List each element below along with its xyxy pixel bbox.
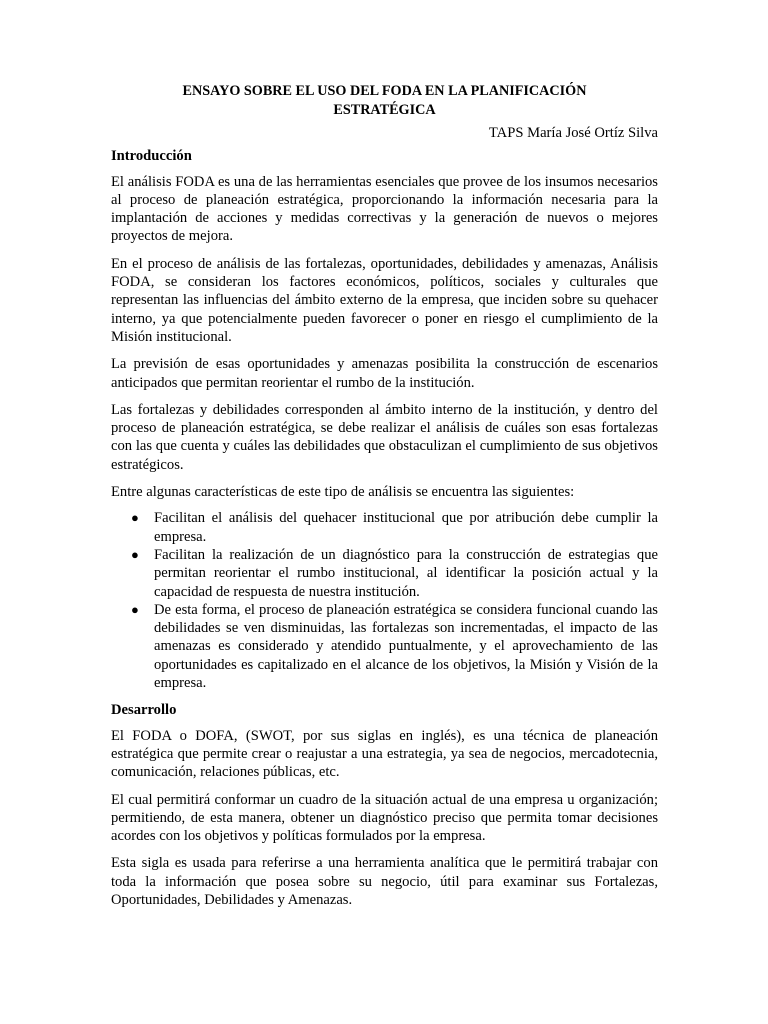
intro-paragraph-3: La previsión de esas oportunidades y amenazas posibilita la construcción de escenarios anticipados que permitan reorientar el rumbo de la institución. — [111, 356, 658, 391]
bullet-icon: ● — [131, 546, 139, 562]
development-paragraph-2: El cual permitirá conformar un cuadro de la situación actual de una empresa u organización; permitiendo, de esta manera, obtener un diagnóstico preciso que permita tomar decisiones acordes con los objetivos y políticas formulados por la empresa. — [111, 791, 658, 845]
development-paragraph-3: Esta sigla es usada para referirse a una herramienta analítica que le permitirá trabajar con toda la información que posea sobre su negocio, útil para examinar sus Fortalezas, Oportunidades, Debilidades y Amenazas. — [111, 855, 658, 908]
intro-paragraph-2: En el proceso de análisis de las fortalezas, oportunidades, debilidades y amenazas, Análisis FODA, se consideran los factores económicos, políticos, sociales y culturales que representan las influencias del ámbito externo de la empresa, que inciden sobre su quehacer interno, ya que potencialmente pueden favorecer o poner en riesgo el cumplimiento de la Misión institucional. — [111, 255, 658, 345]
list-item-text: Facilitan el análisis del quehacer institucional que por atribución debe cumplir la empresa. — [154, 510, 658, 545]
intro-paragraph-4: Las fortalezas y debilidades corresponden al ámbito interno de la institución, y dentro del proceso de planeación estratégica, se debe realizar el análisis de cuáles son esas fortalezas con las que cuenta y cuáles las debilidades que obstaculizan el cumplimiento de sus objetivos estratégicos. — [111, 401, 658, 473]
document-page — [111, 82, 658, 909]
intro-paragraph-5: Entre algunas características de este tipo de análisis se encuentra las siguientes: — [111, 484, 575, 501]
list-item-text: Facilitan la realización de un diagnóstico para la construcción de estrategias que permitan reorientar el rumbo institucional, al identificar la posición actual y la capacidad de respuesta de nuestra institución. — [154, 546, 658, 600]
list-item — [111, 509, 658, 546]
bullet-icon: ● — [131, 510, 139, 526]
list-item — [111, 601, 658, 692]
document-title: ENSAYO SOBRE EL USO DEL FODA EN LA PLANIFICACIÓN ESTRATÉGICA — [182, 83, 587, 118]
list-item — [111, 546, 658, 601]
development-heading: Desarrollo — [111, 702, 177, 719]
characteristics-list — [111, 509, 658, 692]
bullet-icon: ● — [131, 601, 139, 617]
list-item-text: De esta forma, el proceso de planeación estratégica se considera funcional cuando las debilidades se ven disminuidas, las fortalezas son incrementadas, el impacto de las amenazas es considerado y atendido puntualmente, y el aprovechamiento de las oportunidades es capitalizado en el alcance de los objetivos, la Misión y Visión de la empresa. — [154, 601, 658, 692]
author-line: TAPS María José Ortíz Silva — [488, 125, 658, 141]
development-paragraph-1: El FODA o DOFA, (SWOT, por sus siglas en inglés), es una técnica de planeación estratégica que permite crear o reajustar a una estrategia, ya sea de negocios, mercadotecnia, comunicación, relaciones públicas, etc. — [111, 727, 658, 781]
intro-paragraph-1: El análisis FODA es una de las herramientas esenciales que provee de los insumos necesarios al proceso de planeación estratégica, proporcionando la información necesaria para la implantación de acciones y medidas correctivas y la generación de nuevos o mejores proyectos de mejora. — [111, 173, 658, 245]
intro-heading: Introducción — [111, 148, 192, 165]
